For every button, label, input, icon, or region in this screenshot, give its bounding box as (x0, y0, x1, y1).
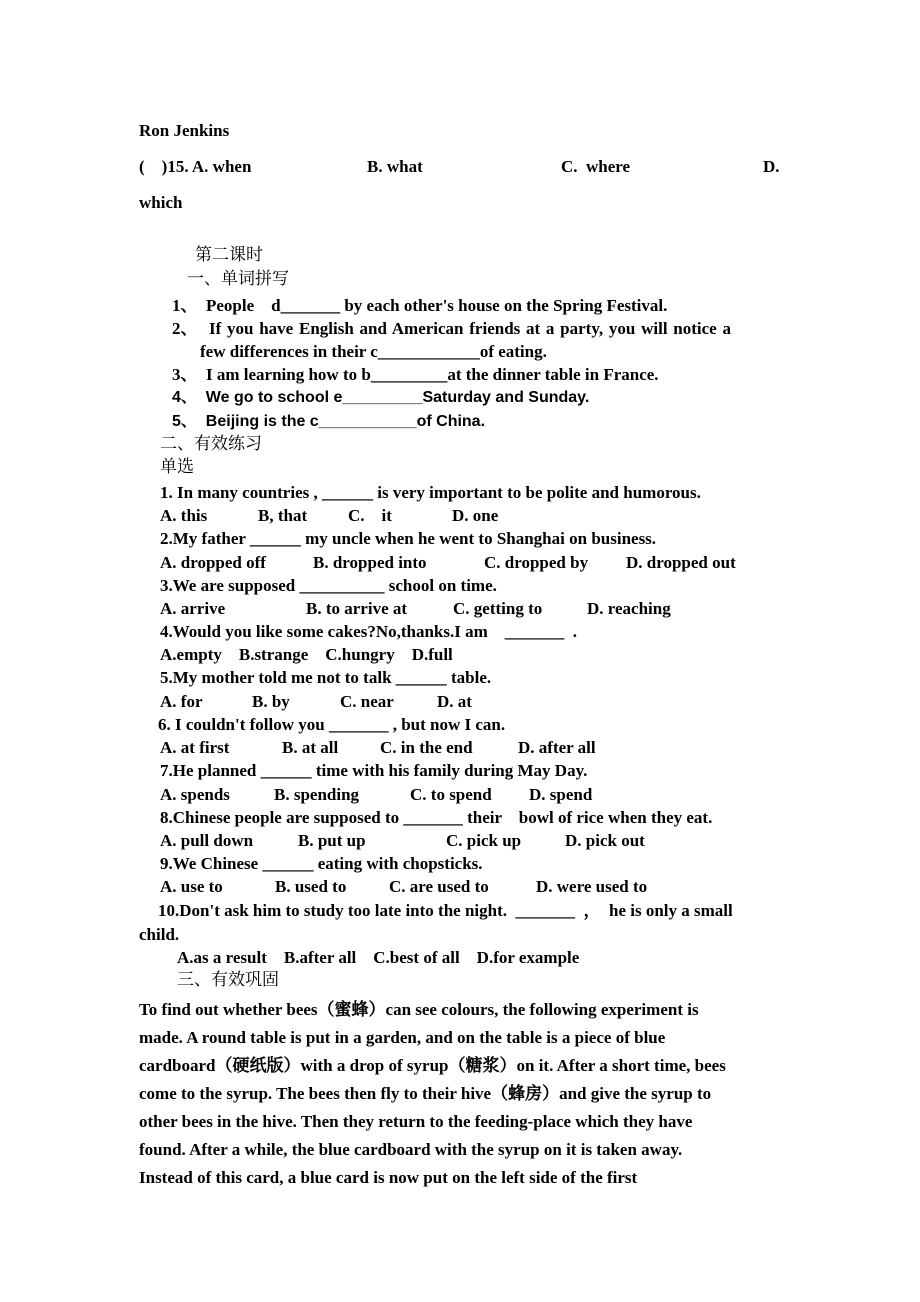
q3-option-a: A. arrive (160, 599, 226, 618)
spelling-item-4: 4、 We go to school e_________Saturday and Sunday. (172, 389, 590, 406)
q1-option-d: D. one (452, 506, 499, 525)
spelling-item-2-continued: few differences in their c____________of eating. (200, 342, 547, 361)
q15-option-a: ( )15. A. when (139, 157, 252, 176)
q5-option-d: D. at (437, 692, 472, 711)
passage-line-7: Instead of this card, a blue card is now put on the left side of the first (139, 1168, 638, 1187)
spelling-item-2: 2、 If you have English and American friends at a party, you will notice a (172, 319, 731, 338)
q5-option-a: A. for (160, 692, 203, 711)
q8-option-c: C. pick up (446, 831, 522, 850)
q3-option-b: B. to arrive at (306, 599, 408, 618)
passage-line-6: found. After a while, the blue cardboard with the syrup on it is taken away. (139, 1140, 683, 1159)
question-5: 5.My mother told me not to talk ______ table. (160, 668, 492, 687)
question-8: 8.Chinese people are supposed to _______ their bowl of rice when they eat. (160, 808, 713, 827)
question-10-continued: child. (139, 925, 180, 944)
q2-option-b: B. dropped into (313, 553, 427, 572)
q8-option-a: A. pull down (160, 831, 254, 850)
question-1: 1. In many countries , ______ is very important to be polite and humorous. (160, 483, 701, 502)
q9-option-a: A. use to (160, 877, 223, 896)
question-6: 6. I couldn't follow you _______ , but now I can. (158, 715, 506, 734)
question-7: 7.He planned ______ time with his family during May Day. (160, 761, 588, 780)
spelling-item-3: 3、 I am learning how to b_________at the dinner table in France. (172, 365, 659, 384)
q7-option-a: A. spends (160, 785, 230, 804)
passage-line-1: To find out whether bees（蜜蜂）can see colours, the following experiment is (139, 1000, 699, 1019)
q15-option-d-continued: which (139, 193, 183, 212)
q9-option-b: B. used to (275, 877, 347, 896)
q1-option-b: B, that (258, 506, 308, 525)
q1-option-c: C. it (348, 506, 392, 525)
q6-option-c: C. in the end (380, 738, 473, 757)
section2-heading: 二、有效练习 (160, 434, 262, 454)
q3-option-d: D. reaching (587, 599, 671, 618)
q5-option-b: B. by (252, 692, 290, 711)
q3-option-c: C. getting to (453, 599, 543, 618)
author-name: Ron Jenkins (139, 121, 230, 140)
q15-option-c: C. where (561, 157, 631, 176)
q2-option-d: D. dropped out (626, 553, 736, 572)
q6-option-b: B. at all (282, 738, 339, 757)
question-4: 4.Would you like some cakes?No,thanks.I am _______ . (160, 622, 578, 641)
question-10: 10.Don't ask him to study too late into the night. _______ ， he is only a small (158, 901, 733, 920)
q2-option-a: A. dropped off (160, 553, 266, 572)
passage-line-5: other bees in the hive. Then they return to the feeding-place which they have (139, 1112, 693, 1131)
q6-option-a: A. at first (160, 738, 230, 757)
q7-option-b: B. spending (274, 785, 360, 804)
q15-option-b: B. what (367, 157, 423, 176)
q5-option-c: C. near (340, 692, 394, 711)
q9-option-d: D. were used to (536, 877, 648, 896)
section1-heading: 一、单词拼写 (187, 269, 289, 289)
q6-option-d: D. after all (518, 738, 596, 757)
passage-line-4: come to the syrup. The bees then fly to their hive（蜂房）and give the syrup to (139, 1084, 712, 1103)
section2-subheading: 单选 (160, 457, 194, 477)
q8-option-b: B. put up (298, 831, 366, 850)
question-2: 2.My father ______ my uncle when he went to Shanghai on business. (160, 529, 657, 548)
spelling-item-5: 5、 Beijing is the c___________of China. (172, 413, 486, 430)
section3-heading: 三、有效巩固 (177, 970, 279, 990)
q7-option-d: D. spend (529, 785, 593, 804)
q4-options: A.empty B.strange C.hungry D.full (160, 645, 453, 664)
q9-option-c: C. are used to (389, 877, 489, 896)
q1-option-a: A. this (160, 506, 208, 525)
q2-option-c: C. dropped by (484, 553, 589, 572)
passage-line-2: made. A round table is put in a garden, and on the table is a piece of blue (139, 1028, 666, 1047)
q7-option-c: C. to spend (410, 785, 492, 804)
question-9: 9.We Chinese ______ eating with chopsticks. (160, 854, 483, 873)
q10-options: A.as a result B.after all C.best of all D.for example (177, 948, 580, 967)
passage-line-3: cardboard（硬纸版）with a drop of syrup（糖浆）on it. After a short time, bees (139, 1056, 726, 1075)
lesson-title: 第二课时 (195, 245, 263, 265)
spelling-item-1: 1、 People d_______ by each other's house on the Spring Festival. (172, 296, 668, 315)
question-3: 3.We are supposed __________ school on time. (160, 576, 497, 595)
q15-option-d: D. (763, 157, 780, 176)
q8-option-d: D. pick out (565, 831, 645, 850)
